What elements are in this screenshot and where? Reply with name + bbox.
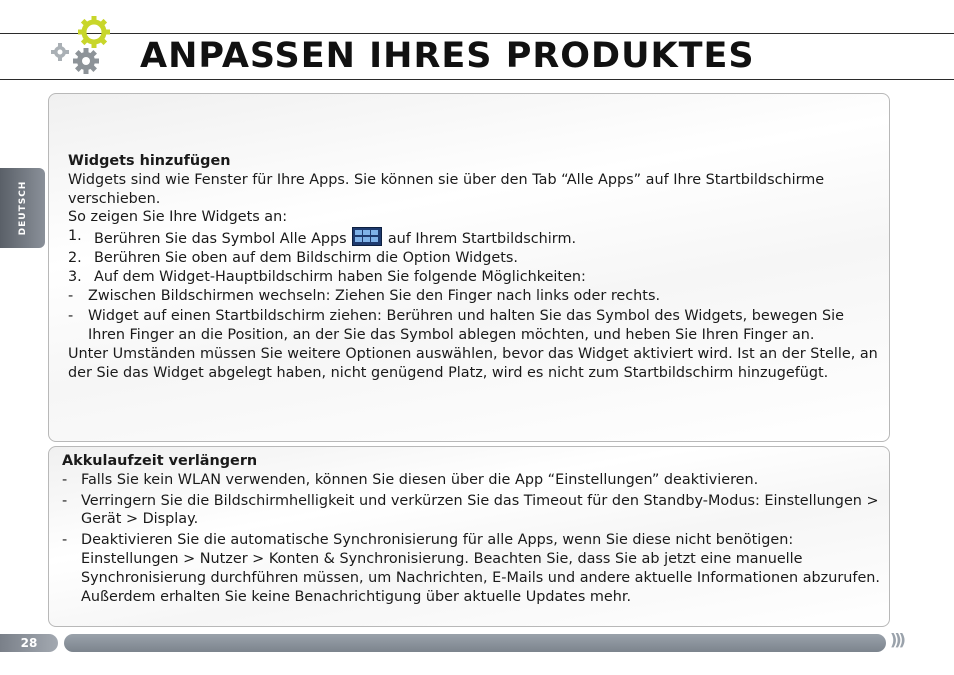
step-number: 1. (68, 228, 82, 245)
option-text: Zwischen Bildschirmen wechseln: Ziehen Sie den Finger nach links oder rechts. (88, 287, 661, 304)
footer-arrows: ))) (890, 630, 903, 649)
step-item (68, 227, 880, 249)
language-tab (0, 168, 45, 248)
step-number: 3. (68, 268, 82, 285)
battery-tip-text: Verringern Sie die Bildschirmhelligkeit und verkürzen Sie das Timeout für den Standby-Modus: Einstellungen > Gerät > Display. (81, 492, 879, 528)
header-rule-bottom (0, 79, 954, 80)
battery-heading: Akkulaufzeit verlängern (62, 453, 258, 469)
language-tab-label: DEUTSCH (17, 180, 28, 236)
widgets-intro: Widgets sind wie Fenster für Ihre Apps. Sie können sie über den Tab “Alle Apps” auf Ihre Startbildschirme verschieben. (68, 171, 825, 207)
battery-tip-text: Falls Sie kein WLAN verwenden, können Sie diesen über die App “Einstellungen” deaktivieren. (81, 471, 759, 488)
widgets-heading: Widgets hinzufügen (68, 153, 231, 169)
step-text: Auf dem Widget-Hauptbildschirm haben Sie folgende Möglichkeiten: (94, 268, 586, 285)
battery-tip: - Verringern Sie die Bildschirmhelligkeit und verkürzen Sie das Timeout für den Standby-Modus: Einstellungen > Gerät > Display. (62, 492, 886, 530)
page-number: 28 (0, 634, 58, 652)
battery-tip-text: Deaktivieren Sie die automatische Synchronisierung für alle Apps, wenn Sie diese nicht benötigen: Einstellungen > Nutzer > Konten & Synchronisierung. Beachten Sie, dass Sie ab jetzt eine manuelle Synchronisierung durchführen müssen, um Nachrichten, E-Mails und andere aktuelle Informationen abzurufen. Außerdem erhalten Sie keine Benachrichtigung über aktuelle Updates mehr. (81, 532, 881, 605)
step-text-before: Berühren Sie das Symbol Alle Apps (94, 231, 352, 248)
step-item (68, 268, 880, 287)
all-apps-icon (352, 227, 382, 246)
widgets-note: Unter Umständen müssen Sie weitere Optionen auswählen, bevor das Widget aktiviert wird. Ist an der Stelle, an der Sie das Widget abgelegt haben, nicht genügend Platz, wird es nicht zum Startbildschirm hinzugefügt. (68, 345, 878, 381)
widgets-section (68, 152, 880, 383)
page-title: ANPASSEN IHRES PRODUKTES (140, 36, 755, 76)
battery-section (62, 452, 886, 606)
option-text: Widget auf einen Startbildschirm ziehen: Berühren und halten Sie das Symbol des Widgets, bewegen Sie Ihren Finger an die Position, an der Sie das Symbol ablegen möchten, und heben Sie Ihren Finger an. (88, 308, 845, 344)
option-item: - Zwischen Bildschirmen wechseln: Ziehen Sie den Finger nach links oder rechts. (68, 287, 661, 304)
step-text: Berühren Sie oben auf dem Bildschirm die Option Widgets. (94, 249, 518, 266)
battery-tip: - Falls Sie kein WLAN verwenden, können Sie diesen über die App “Einstellungen” deaktivieren. (62, 471, 759, 488)
step-text (94, 227, 576, 249)
widgets-howto: So zeigen Sie Ihre Widgets an: (68, 209, 288, 226)
step-text-after: auf Ihrem Startbildschirm. (383, 231, 577, 248)
footer-bar (64, 634, 886, 652)
battery-tip: - Deaktivieren Sie die automatische Synchronisierung für alle Apps, wenn Sie diese nicht benötigen: Einstellungen > Nutzer > Konten & Synchronisierung. Beachten Sie, dass Sie ab jetzt eine manuelle Synchronisierung durchführen müssen, um Nachrichten, E-Mails und andere aktuelle Informationen abzurufen. Außerdem erhalten Sie keine Benachrichtigung über aktuelle Updates mehr. (62, 531, 886, 606)
step-item (68, 249, 880, 268)
step-number: 2. (68, 249, 82, 266)
gears-icon (46, 14, 118, 84)
option-item: - Widget auf einen Startbildschirm ziehen: Berühren und halten Sie das Symbol des Widgets, bewegen Sie Ihren Finger an die Position, an der Sie das Symbol ablegen möchten, und heben Sie Ihren Finger an. (68, 307, 880, 345)
